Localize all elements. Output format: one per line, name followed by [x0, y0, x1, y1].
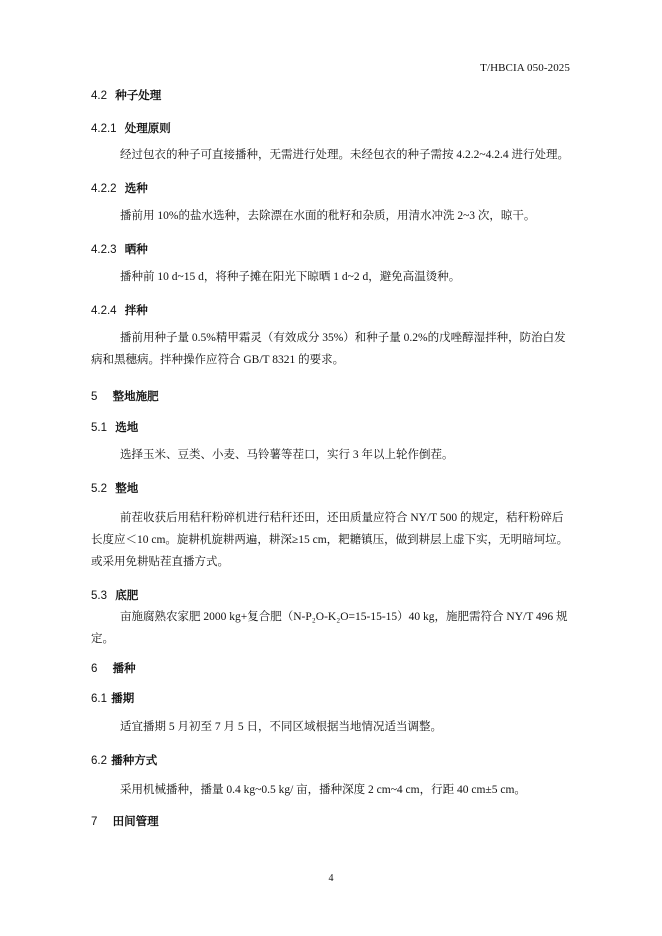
- heading-title: 选地: [115, 422, 139, 434]
- heading-number: 6.1: [91, 693, 107, 705]
- heading-number: 4.2.4: [91, 305, 117, 317]
- heading-number: 5.2: [91, 483, 107, 495]
- heading-number: 6.2: [91, 755, 107, 767]
- heading-number: 4.2.3: [91, 244, 117, 256]
- heading-title: 晒种: [124, 244, 148, 256]
- heading-title: 整地施肥: [112, 391, 159, 403]
- heading-title: 播种: [112, 663, 136, 675]
- paragraph-seed-dressing: 播前用种子量 0.5%精甲霜灵（有效成分 35%）和种子量 0.2%的戊唑醇湿拌种，防治白发病和黑穗病。拌种操作应符合 GB/T 8321 的要求。: [91, 332, 566, 366]
- heading-number: 4.2.2: [91, 183, 117, 195]
- heading-7: [91, 813, 571, 829]
- page-number: 4: [328, 873, 334, 884]
- heading-5: [91, 388, 571, 404]
- paragraph-seed-drying: 播种前 10 d~15 d，将种子摊在阳光下晾晒 1 d~2 d，避免高温烫种。: [120, 271, 461, 283]
- heading-4-2: [91, 87, 571, 103]
- heading-title: 田间管理: [112, 816, 159, 828]
- heading-5-2: [91, 480, 571, 496]
- paragraph-sowing-period: 适宜播期 5 月初至 7 月 5 日，不同区域根据当地情况适当调整。: [120, 721, 442, 733]
- heading-number: 5.1: [91, 422, 107, 434]
- heading-6: [91, 660, 571, 676]
- heading-title: 底肥: [115, 590, 139, 602]
- heading-number: 5: [91, 391, 98, 403]
- heading-4-2-2: [91, 180, 571, 196]
- heading-title: 整地: [115, 483, 139, 495]
- paragraph-seed-selection: 播前用 10%的盐水选种，去除漂在水面的秕籽和杂质，用清水冲洗 2~3 次，晾干。: [120, 210, 536, 222]
- heading-title: 拌种: [124, 305, 148, 317]
- heading-number: 4.2: [91, 90, 107, 102]
- heading-number: 6: [91, 663, 98, 675]
- heading-number: 4.2.1: [91, 123, 117, 135]
- heading-5-1: [91, 419, 571, 435]
- heading-title: 处理原则: [124, 123, 171, 135]
- paragraph-land-selection: 选择玉米、豆类、小麦、马铃薯等茬口，实行 3 年以上轮作倒茬。: [120, 449, 454, 461]
- heading-4-2-1: [91, 120, 571, 136]
- heading-4-2-3: [91, 241, 571, 257]
- heading-5-3: [91, 587, 571, 603]
- heading-title: 播种方式: [111, 755, 158, 767]
- heading-number: 7: [91, 816, 98, 828]
- heading-title: 播期: [111, 693, 135, 705]
- heading-number: 5.3: [91, 590, 107, 602]
- paragraph-processing-principle: 经过包衣的种子可直接播种，无需进行处理。未经包衣的种子需按 4.2.2~4.2.4 进行处理。: [120, 149, 569, 161]
- heading-title: 选种: [124, 183, 148, 195]
- heading-6-2: [91, 752, 571, 768]
- heading-title: 种子处理: [115, 90, 162, 102]
- heading-6-1: [91, 690, 571, 706]
- paragraph-land-preparation: 前茬收获后用秸秆粉碎机进行秸秆还田，还田质量应符合 NY/T 500 的规定，秸秆粉碎后长度应＜10 cm。旋耕机旋耕两遍，耕深≥15 cm，耙耱镇压，做到耕层上虚下实，无明暗坷垃。或采用免耕贴茬直播方式。: [91, 512, 569, 568]
- heading-4-2-4: [91, 302, 571, 318]
- paragraph-base-fertilizer: 亩施腐熟农家肥 2000 kg+复合肥（N-P₂O-K₂O=15-15-15）40 kg，施肥需符合 NY/T 496 规定。: [91, 611, 568, 645]
- paragraph-sowing-method: 采用机械播种，播量 0.4 kg~0.5 kg/ 亩，播种深度 2 cm~4 cm，行距 40 cm±5 cm。: [120, 784, 526, 796]
- standard-code-header: T/HBCIA 050-2025: [480, 62, 570, 74]
